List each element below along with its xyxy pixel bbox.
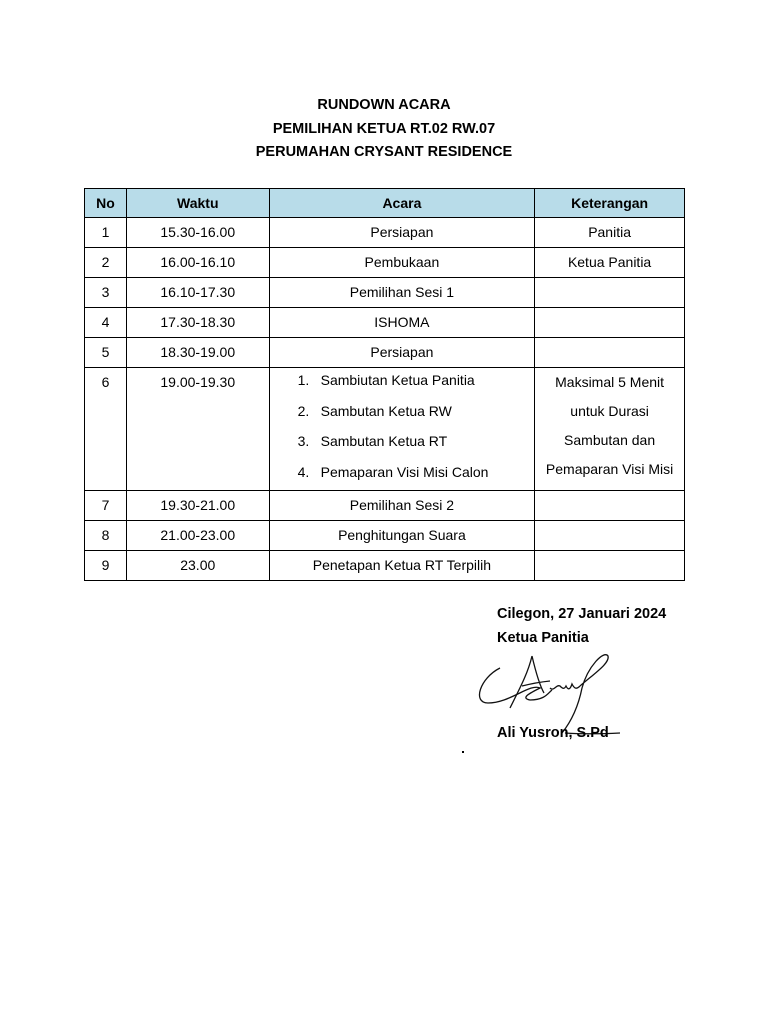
cell-note xyxy=(535,521,685,551)
list-item-text: Sambutan Ketua RT xyxy=(320,433,448,449)
list-item-text: Sambiutan Ketua Panitia xyxy=(320,372,475,388)
cell-event: Pemilihan Sesi 1 xyxy=(269,278,535,308)
cell-no: 7 xyxy=(85,491,127,521)
cell-event: Penetapan Ketua RT Terpilih xyxy=(269,551,535,581)
session-list xyxy=(270,368,535,490)
list-item-number: 1. xyxy=(297,372,310,388)
table-row xyxy=(85,491,685,521)
cell-event: Persiapan xyxy=(269,338,535,368)
cell-event: Pembukaan xyxy=(269,248,535,278)
cell-no: 2 xyxy=(85,248,127,278)
note-line: untuk Durasi xyxy=(570,403,649,419)
cell-no: 9 xyxy=(85,551,127,581)
list-item xyxy=(270,460,535,491)
list-item-number: 3. xyxy=(297,433,310,449)
table-header-row xyxy=(85,189,685,218)
note-line: Pemaparan Visi Misi xyxy=(545,461,674,477)
column-header-note: Keterangan xyxy=(535,189,685,218)
cell-note-multiline xyxy=(535,368,685,491)
cell-no: 8 xyxy=(85,521,127,551)
list-item-number: 4. xyxy=(297,463,310,480)
signature-header xyxy=(497,602,666,650)
cell-note xyxy=(535,278,685,308)
table-row xyxy=(85,218,685,248)
document-title xyxy=(0,94,768,165)
cell-no: 3 xyxy=(85,278,127,308)
list-item xyxy=(270,399,535,430)
cell-time: 15.30-16.00 xyxy=(126,218,269,248)
cell-time: 19.00-19.30 xyxy=(126,368,269,491)
table-row xyxy=(85,308,685,338)
note-line: Maksimal 5 Menit xyxy=(555,374,665,390)
list-item xyxy=(270,368,535,399)
column-header-event: Acara xyxy=(269,189,535,218)
cell-event: Pemilihan Sesi 2 xyxy=(269,491,535,521)
cell-note xyxy=(535,308,685,338)
cell-no: 1 xyxy=(85,218,127,248)
table-row xyxy=(85,278,685,308)
cell-note: Ketua Panitia xyxy=(535,248,685,278)
column-header-no: No xyxy=(85,189,127,218)
cell-time: 19.30-21.00 xyxy=(126,491,269,521)
cell-time: 17.30-18.30 xyxy=(126,308,269,338)
table-row xyxy=(85,521,685,551)
cell-event: Penghitungan Suara xyxy=(269,521,535,551)
cell-time: 16.00-16.10 xyxy=(126,248,269,278)
table-row xyxy=(85,338,685,368)
rundown-table xyxy=(84,188,685,581)
table-row xyxy=(85,248,685,278)
cell-event: ISHOMA xyxy=(269,308,535,338)
signer-name: Ali Yusron, S.Pd xyxy=(497,725,609,741)
cell-note xyxy=(535,551,685,581)
list-item-text: Pemaparan Visi Misi Calon xyxy=(320,463,489,480)
cell-time: 18.30-19.00 xyxy=(126,338,269,368)
cell-note xyxy=(535,338,685,368)
table-row xyxy=(85,368,685,491)
list-item-text: Sambutan Ketua RW xyxy=(320,402,452,419)
cell-time: 21.00-23.00 xyxy=(126,521,269,551)
list-item-number: 2. xyxy=(297,402,310,419)
cell-event-list xyxy=(269,368,535,491)
list-item xyxy=(270,429,535,460)
stray-dot xyxy=(462,751,464,753)
cell-time: 16.10-17.30 xyxy=(126,278,269,308)
column-header-time: Waktu xyxy=(126,189,269,218)
cell-no: 5 xyxy=(85,338,127,368)
title-line-1: RUNDOWN ACARA xyxy=(317,97,451,113)
note-line: Sambutan dan xyxy=(564,432,656,448)
cell-no: 6 xyxy=(85,368,127,491)
cell-note: Panitia xyxy=(535,218,685,248)
signer-role: Ketua Panitia xyxy=(497,630,589,646)
title-line-2: PEMILIHAN KETUA RT.02 RW.07 xyxy=(272,120,496,137)
cell-note xyxy=(535,491,685,521)
cell-no: 4 xyxy=(85,308,127,338)
cell-event: Persiapan xyxy=(269,218,535,248)
table-row xyxy=(85,551,685,581)
title-line-3: PERUMAHAN CRYSANT RESIDENCE xyxy=(255,144,513,160)
place-date: Cilegon, 27 Januari 2024 xyxy=(497,606,667,622)
cell-time: 23.00 xyxy=(126,551,269,581)
